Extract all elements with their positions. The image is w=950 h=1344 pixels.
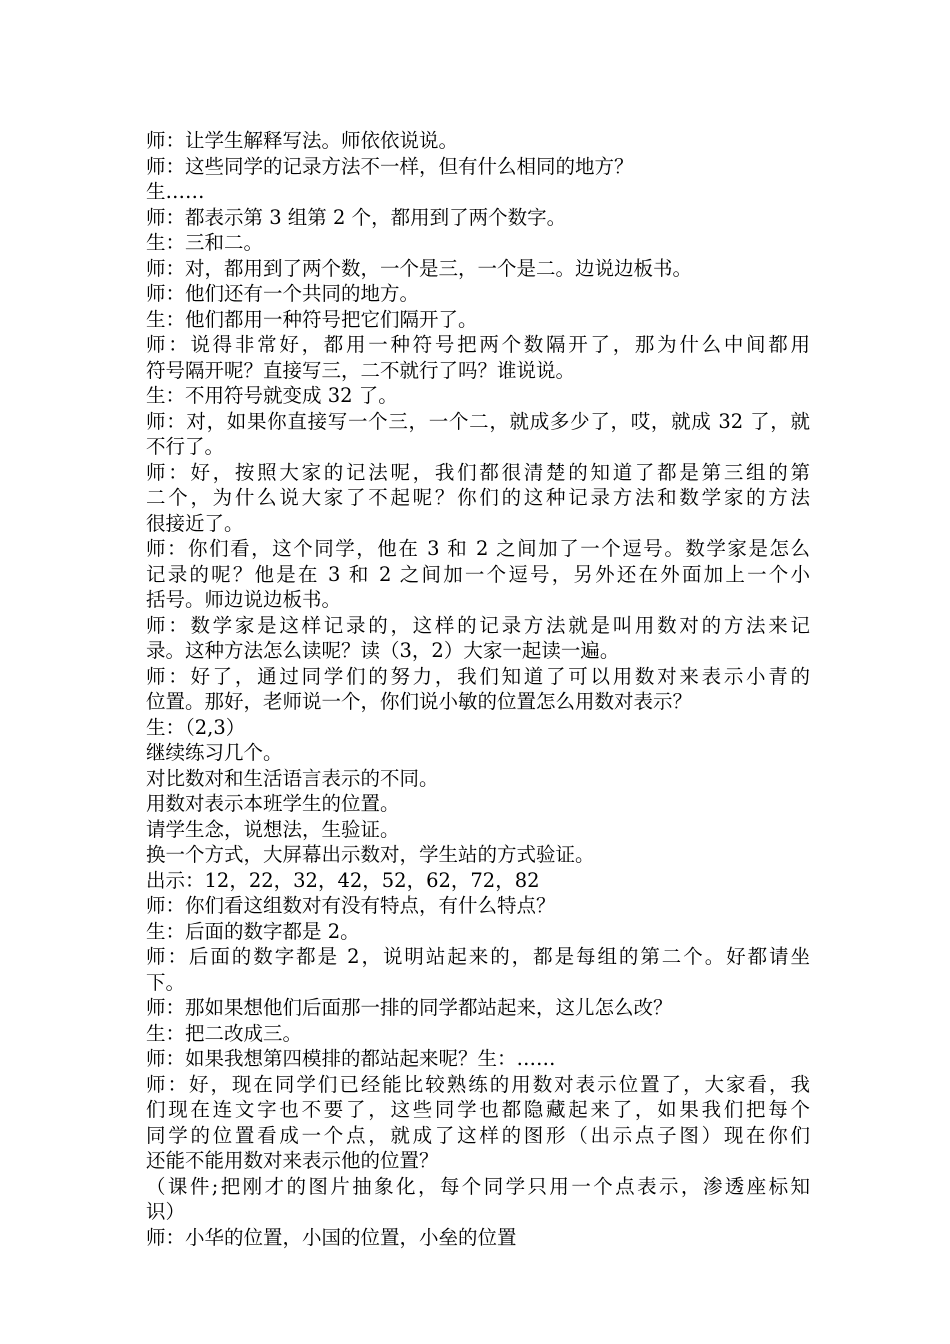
- paragraph: [146, 868, 810, 894]
- paragraph: [146, 817, 810, 843]
- paragraph: [146, 409, 810, 460]
- text-line: 师：他们还有一个共同的地方。: [146, 282, 420, 305]
- text-line: 不行了。: [146, 435, 225, 458]
- paragraph: [146, 791, 810, 817]
- text-line: 师：后面的数字都是 2，说明站起来的，都是每组的第二个。好都请坐: [146, 945, 810, 968]
- text-line: 师：数学家是这样记录的，这样的记录方法就是叫用数对的方法来记: [146, 613, 810, 637]
- document-page: [146, 128, 810, 1250]
- text-line: 师：对，如果你直接写一个三，一个二，就成多少了，哎，就成 32 了，就: [146, 409, 810, 433]
- paragraph: [146, 307, 810, 333]
- text-line: 师：说得非常好，都用一种符号把两个数隔开了，那为什么中间都用: [146, 333, 810, 356]
- paragraph: [146, 740, 810, 766]
- paragraph: [146, 332, 810, 383]
- text-line: 生：后面的数字都是 2。: [146, 919, 360, 943]
- text-line: 师：好了，通过同学们的努力，我们知道了可以用数对来表示小青的: [146, 664, 810, 688]
- text-line: 识）: [146, 1200, 186, 1223]
- paragraph: [146, 1174, 810, 1225]
- paragraph: [146, 460, 810, 537]
- paragraph: [146, 664, 810, 715]
- text-line: 师：小华的位置，小国的位置，小垒的位置: [146, 1225, 517, 1249]
- text-line: 们现在连文字也不要了，这些同学也都隐藏起来了，如果我们把每个: [146, 1098, 810, 1121]
- text-line: 师：都表示第 3 组第 2 个，都用到了两个数字。: [146, 205, 567, 229]
- paragraph: [146, 128, 810, 154]
- text-line: 生：把二改成三。: [146, 1021, 303, 1045]
- paragraph: [146, 179, 810, 205]
- paragraph: [146, 995, 810, 1021]
- paragraph: [146, 256, 810, 282]
- text-line: 位置。那好，老师说一个，你们说小敏的位置怎么用数对表示？: [146, 690, 693, 713]
- text-line: 师：好，按照大家的记法呢，我们都很清楚的知道了都是第三组的第: [146, 460, 810, 484]
- text-line: 生：（2,3）: [146, 715, 246, 739]
- paragraph: [146, 1225, 810, 1251]
- text-line: 生：他们都用一种符号把它们隔开了。: [146, 307, 478, 331]
- paragraph: [146, 1021, 810, 1047]
- text-line: 师：如果我想第四模排的都站起来呢？生：……: [146, 1047, 556, 1070]
- text-line: 记录的呢？他是在 3 和 2 之间加一个逗号，另外还在外面加上一个小: [146, 562, 810, 586]
- paragraph: [146, 1046, 810, 1072]
- text-line: （课件;把刚才的图片抽象化，每个同学只用一个点表示，渗透座标知: [146, 1174, 810, 1198]
- text-line: 生：不用符号就变成 32 了。: [146, 384, 398, 407]
- text-line: 生……: [146, 180, 205, 203]
- paragraph: [146, 919, 810, 945]
- text-line: 同学的位置看成一个点，就成了这样的图形（出示点子图）现在你们: [146, 1123, 810, 1147]
- paragraph: [146, 842, 810, 868]
- text-line: 师：对，都用到了两个数，一个是三，一个是二。边说边板书。: [146, 256, 693, 280]
- paragraph: [146, 613, 810, 664]
- text-line: 符号隔开呢？直接写三，二不就行了吗？谁说说。: [146, 358, 576, 382]
- paragraph: [146, 893, 810, 919]
- text-line: 录。这种方法怎么读呢？读（3，2）大家一起读一遍。: [146, 639, 620, 662]
- text-line: 师：那如果想他们后面那一排的同学都站起来，这儿怎么改？: [146, 996, 673, 1019]
- paragraph: [146, 383, 810, 409]
- text-line: 用数对表示本班学生的位置。: [146, 792, 400, 815]
- text-line: 括号。师边说边板书。: [146, 588, 342, 611]
- paragraph: [146, 154, 810, 180]
- paragraph: [146, 944, 810, 995]
- text-line: 师：这些同学的记录方法不一样，但有什么相同的地方？: [146, 154, 634, 178]
- text-line: 很接近了。: [146, 511, 244, 535]
- text-line: 下。: [146, 970, 186, 994]
- paragraph: [146, 205, 810, 231]
- paragraph: [146, 536, 810, 613]
- text-line: 师：你们看，这个同学，他在 3 和 2 之间加了一个逗号。数学家是怎么: [146, 537, 810, 560]
- paragraph: [146, 766, 810, 792]
- text-line: 师：你们看这组数对有没有特点，有什么特点？: [146, 894, 556, 917]
- text-line: 继续练习几个。: [146, 741, 283, 764]
- paragraph: [146, 230, 810, 256]
- paragraph: [146, 1072, 810, 1174]
- text-line: 出示：12，22，32，42，52，62，72，82: [146, 868, 540, 892]
- text-line: 请学生念，说想法，生验证。: [146, 817, 400, 841]
- text-line: 生：三和二。: [146, 231, 264, 254]
- paragraph: [146, 715, 810, 741]
- text-line: 对比数对和生活语言表示的不同。: [146, 766, 439, 790]
- paragraph: [146, 281, 810, 307]
- text-line: 二个，为什么说大家了不起呢？你们的这种记录方法和数学家的方法: [146, 486, 810, 509]
- text-line: 师：好，现在同学们已经能比较熟练的用数对表示位置了，大家看，我: [146, 1072, 810, 1096]
- text-line: 师：让学生解释写法。师依依说说。: [146, 129, 459, 152]
- text-line: 还能不能用数对来表示他的位置？: [146, 1149, 439, 1172]
- text-line: 换一个方式，大屏幕出示数对，学生站的方式验证。: [146, 843, 595, 866]
